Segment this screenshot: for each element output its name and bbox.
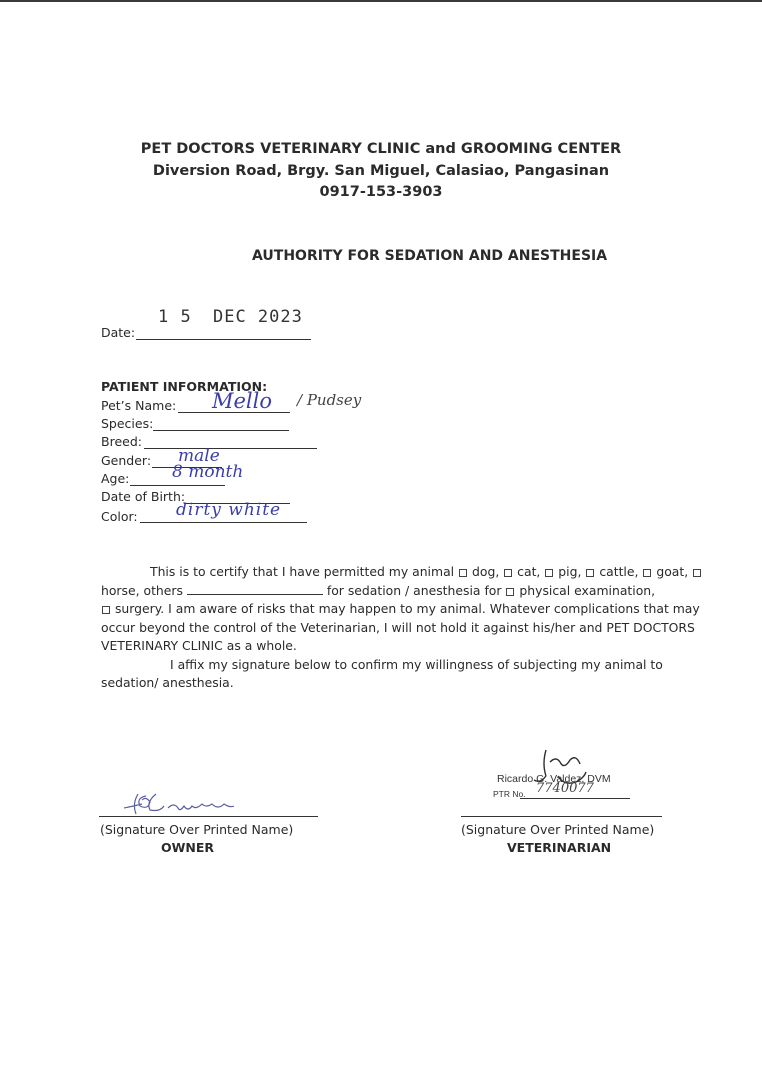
clinic-phone: 0917-153-3903 [319, 184, 443, 200]
gender-value: male [178, 446, 220, 466]
owner-role: OWNER [161, 840, 215, 855]
page-top-border [0, 0, 762, 2]
opt-horse-label: horse, others [101, 583, 183, 598]
date-stamp [158, 307, 303, 327]
vet-ptr-line [520, 798, 630, 799]
affix-line-2: sedation/ anesthesia. [101, 675, 234, 690]
age-line [130, 485, 225, 486]
date-stamp-day: 1 5 [158, 307, 192, 327]
cert-line-3 [101, 600, 700, 619]
date-label: Date: [101, 325, 136, 340]
color-value: dirty white [176, 500, 282, 520]
cert-line-5: VETERINARY CLINIC as a whole. [101, 638, 297, 653]
vet-signature-line [461, 816, 662, 817]
opt-surgery-text: surgery. I am aware of risks that may happen to my animal. Whatever complications that may [114, 601, 700, 616]
checkbox-horse[interactable] [693, 569, 701, 577]
for-sedation-text: for sedation / anesthesia for [326, 583, 502, 598]
owner-caption: (Signature Over Printed Name) [100, 822, 294, 837]
cert-line-4: occur beyond the control of the Veterinarian, I will not hold it against his/her and PET DOCTORS [101, 620, 695, 635]
clinic-name: PET DOCTORS VETERINARY CLINIC and GROOMING CENTER [140, 141, 622, 157]
date-line [136, 339, 311, 340]
date-stamp-month-year: DEC 2023 [212, 307, 303, 327]
owner-signature-line [99, 816, 318, 817]
cert-text-1: This is to certify that I have permitted my animal [150, 564, 455, 579]
opt-cat-label: cat, [517, 564, 541, 579]
checkbox-pig[interactable] [545, 569, 553, 577]
checkbox-cattle[interactable] [586, 569, 594, 577]
others-line [187, 582, 323, 595]
dob-label: Date of Birth: [101, 489, 186, 504]
species-line [153, 430, 289, 431]
age-label: Age: [101, 471, 130, 486]
opt-dog-label: dog, [472, 564, 500, 579]
vet-ptr-label: PTR No. [493, 789, 526, 799]
patient-info-heading: PATIENT INFORMATION: [101, 379, 268, 394]
color-line [140, 522, 307, 523]
opt-physical-label: physical examination, [519, 583, 656, 598]
checkbox-physical-exam[interactable] [506, 588, 514, 596]
vet-ptr-value: 7740077 [536, 781, 594, 796]
clinic-address: Diversion Road, Brgy. San Miguel, Calasiao, Pangasinan [152, 163, 610, 179]
species-label: Species: [101, 416, 154, 431]
age-value: 8 month [172, 462, 244, 482]
vet-caption: (Signature Over Printed Name) [461, 822, 655, 837]
pets-name-extra: / Pudsey [297, 391, 362, 409]
breed-line [144, 448, 317, 449]
vet-role: VETERINARIAN [507, 840, 612, 855]
opt-cattle-label: cattle, [599, 564, 639, 579]
pets-name-value: Mello [212, 389, 273, 413]
checkbox-surgery[interactable] [102, 606, 110, 614]
vet-printed-name: Ricardo G. Valdez, DVM [497, 773, 611, 785]
breed-label: Breed: [101, 434, 142, 449]
affix-line-1: I affix my signature below to confirm my willingness of subjecting my animal to [170, 657, 663, 672]
checkbox-goat[interactable] [643, 569, 651, 577]
gender-label: Gender: [101, 453, 152, 468]
document-title: AUTHORITY FOR SEDATION AND ANESTHESIA [252, 248, 608, 264]
opt-goat-label: goat, [656, 564, 689, 579]
pets-name-label: Pet’s Name: [101, 398, 177, 413]
cert-line-1 [150, 563, 702, 582]
color-label: Color: [101, 509, 138, 524]
checkbox-dog[interactable] [459, 569, 467, 577]
opt-pig-label: pig, [558, 564, 582, 579]
checkbox-cat[interactable] [504, 569, 512, 577]
cert-line-2 [101, 582, 655, 601]
